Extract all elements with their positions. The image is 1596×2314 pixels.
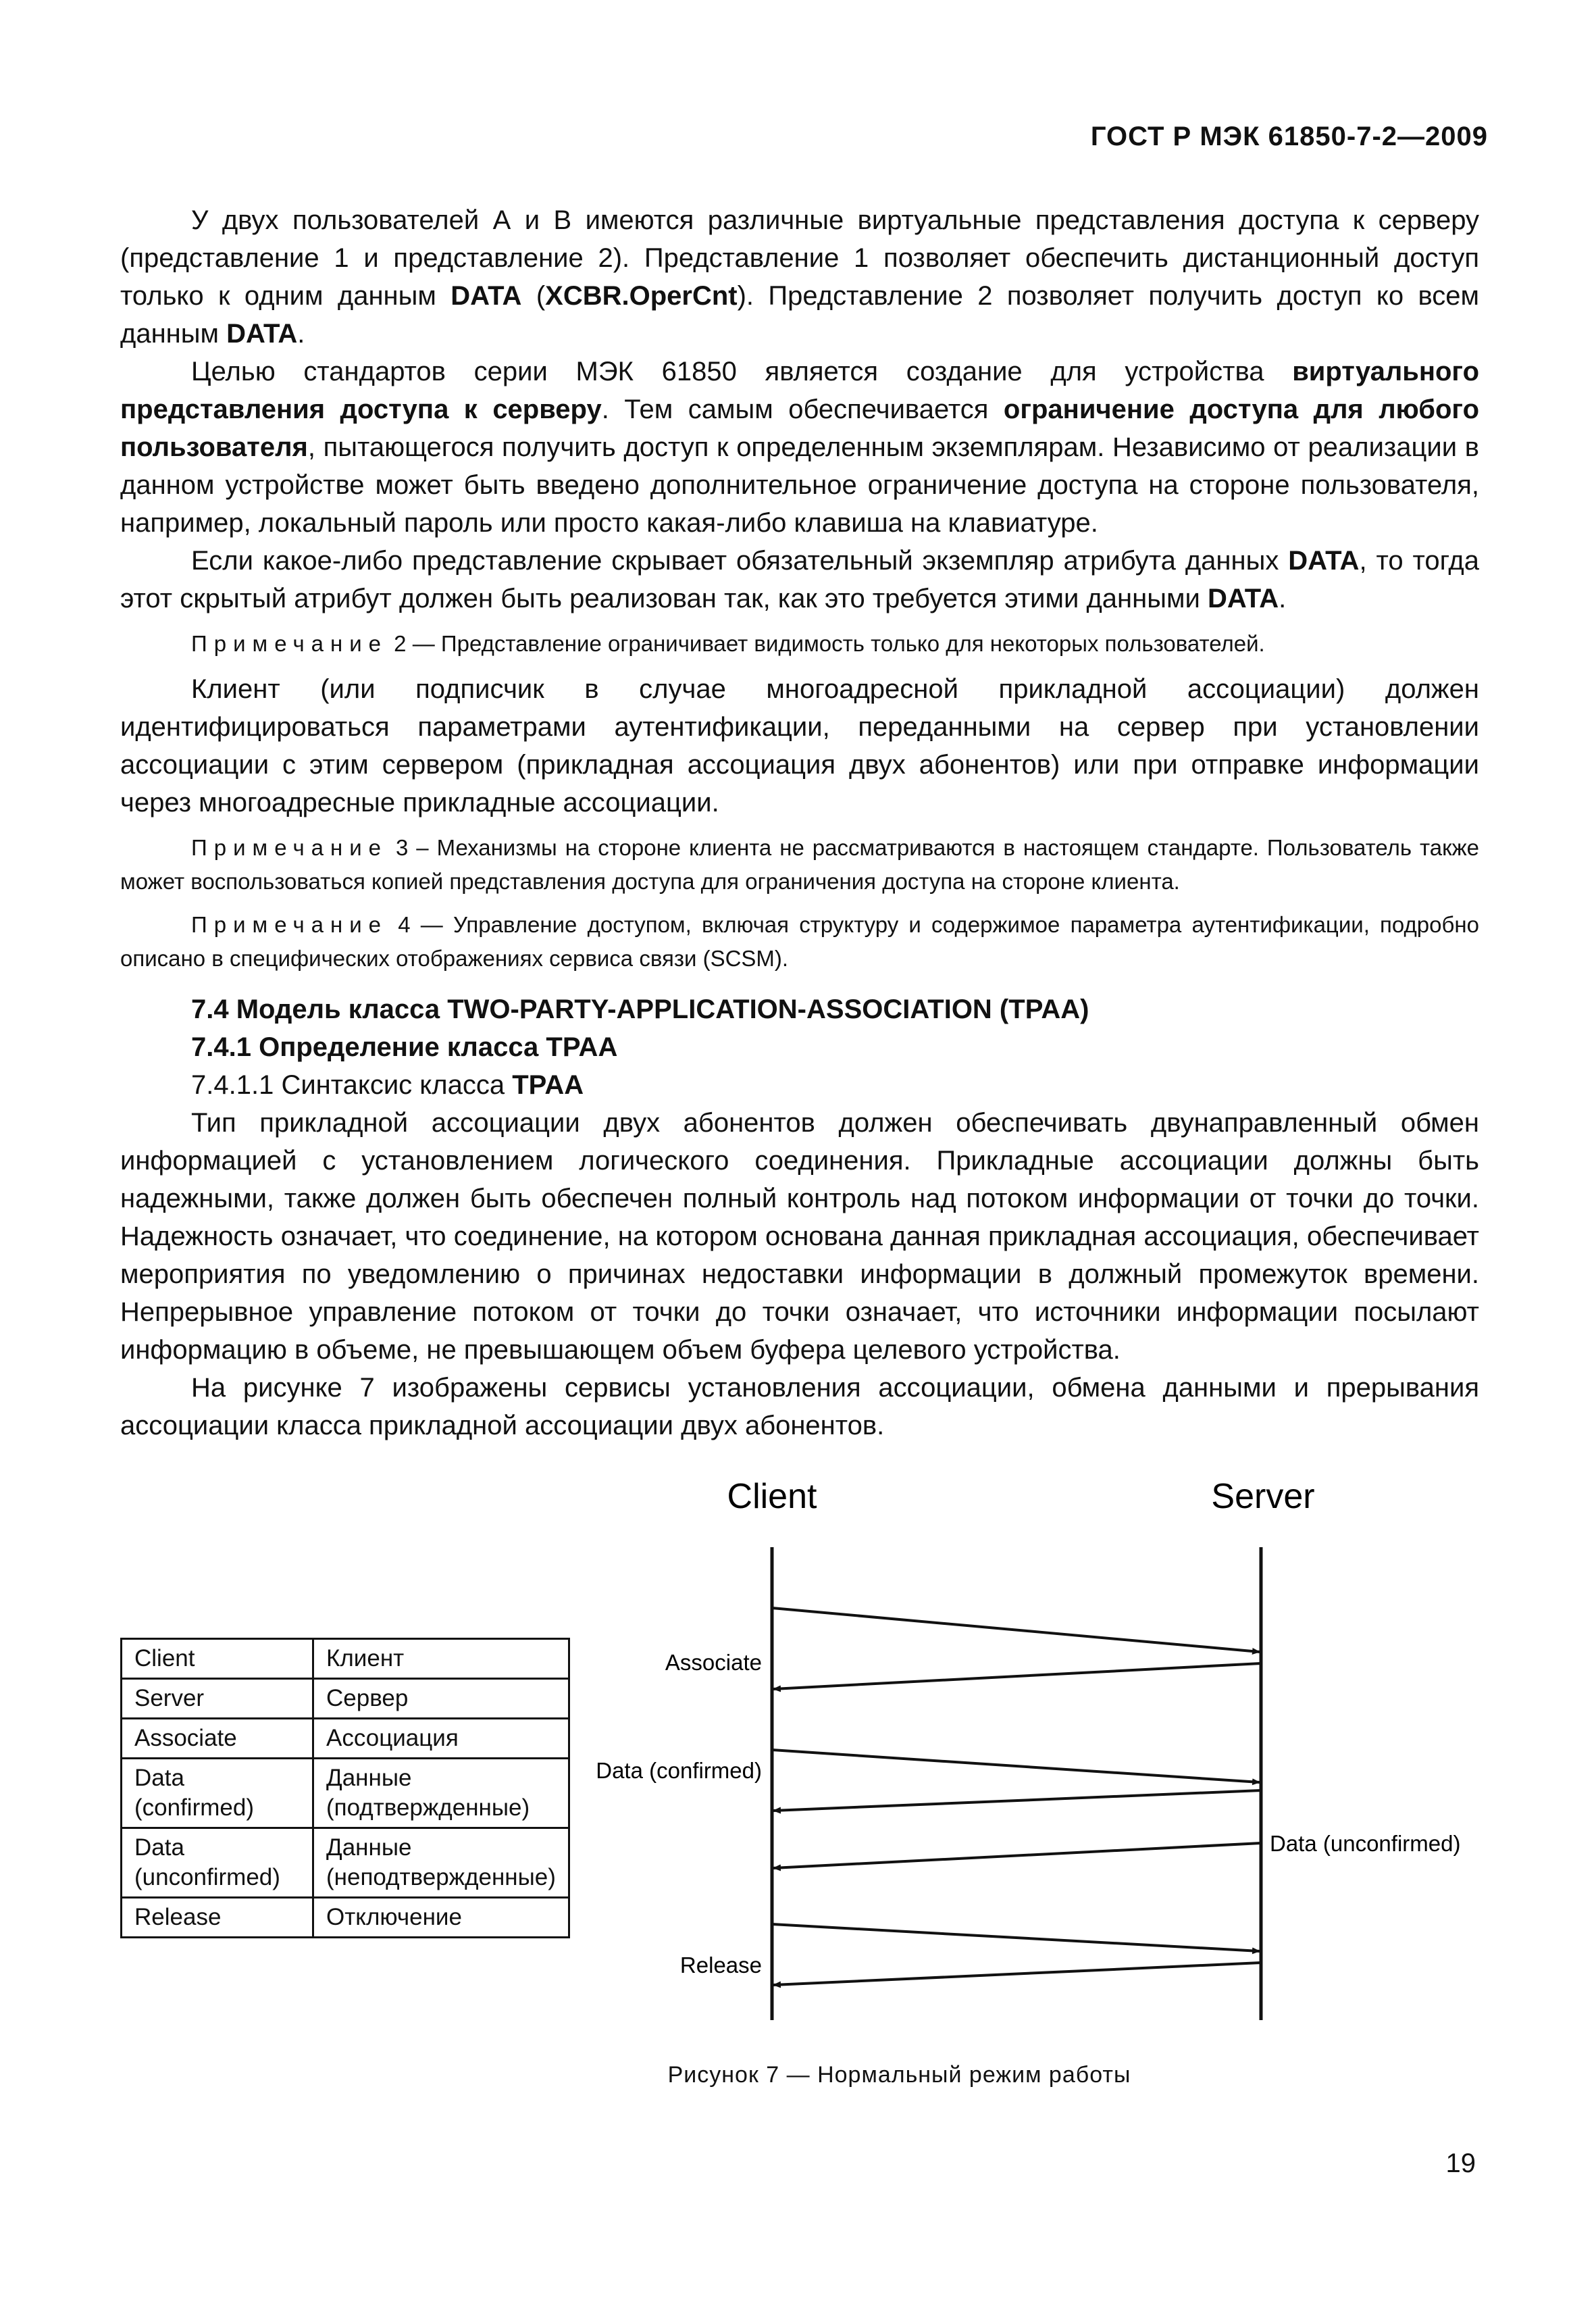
- text-run: 7.4.1.1 Синтаксис класса: [191, 1070, 513, 1100]
- data-confirmed-request-arrow: [772, 1750, 1260, 1782]
- legend-en: Release: [122, 1898, 313, 1938]
- text-run: Если какое-либо представление скрывает обязательный экземпляр атрибута данных: [191, 546, 1289, 576]
- associate-label: Associate: [665, 1650, 762, 1675]
- table-row: [122, 1898, 569, 1938]
- note-label: Примечание: [191, 912, 388, 937]
- subsection-heading: 7.4.1 Определение класса TPAA: [191, 1032, 618, 1062]
- section-heading: 7.4 Модель класса TWO-PARTY-APPLICATION-ASSOCIATION (TPAA): [191, 995, 1089, 1024]
- paragraph: [120, 542, 1479, 618]
- bold-term: DATA: [1288, 546, 1360, 576]
- note-text: 2 — Представление ограничивает видимость только для некоторых пользователей.: [388, 631, 1265, 656]
- associate-request-arrow: [772, 1608, 1260, 1652]
- legend-ru: Отключение: [313, 1898, 569, 1938]
- data-confirmed-response-arrow: [773, 1790, 1261, 1811]
- table-row: [122, 1639, 569, 1679]
- bold-term: ограничение доступа для любого пользователя: [120, 395, 1479, 462]
- clause-heading: [120, 1066, 1479, 1104]
- text-run: Целью стандартов серии МЭК 61850 является создание для устройства: [191, 357, 1293, 386]
- text-run: .: [1279, 584, 1287, 613]
- legend-ru: Данные (неподтвержденные): [313, 1828, 569, 1898]
- legend-en: Server: [122, 1679, 313, 1719]
- table-row: [122, 1759, 569, 1828]
- paragraph: Тип прикладной ассоциации двух абонентов должен обеспечивать двунаправленный обмен информацией с установлением логического соединения. Прикладные ассоциации должны быть надежными, также должен быть обеспечен полный контроль над потоком информации от точки до точки. Надежность означает, что соединение, на котором основана данная прикладная ассоциация, обеспечивает мероприятия по уведомлению о причинах недоставки информации в должный промежуток времени. Непрерывное управление потоком от точки до точки означает, что источники информации посылают информацию в объеме, не превышающем объем буфера целевого устройства.: [120, 1108, 1479, 1365]
- legend-ru: Сервер: [313, 1679, 569, 1719]
- release-request-arrow: [772, 1924, 1260, 1951]
- note-label: Примечание: [191, 631, 388, 656]
- legend-en: Associate: [122, 1719, 313, 1759]
- bold-term: DATA: [451, 281, 522, 311]
- release-response-arrow: [773, 1963, 1261, 1985]
- server-label: Server: [1211, 1477, 1315, 1516]
- legend-en: Data (confirmed): [122, 1759, 313, 1828]
- figure-caption: Рисунок 7 — Нормальный режим работы: [667, 2062, 1131, 2088]
- note-text: 4 — Управление доступом, включая структуру и содержимое параметра аутентификации, подробно описано в специфических отображениях сервиса связи (SCSM).: [120, 912, 1479, 971]
- paragraph: На рисунке 7 изображены сервисы установления ассоциации, обмена данными и прерывания ассоциации класса прикладной ассоциации двух абонентов.: [120, 1373, 1479, 1440]
- paragraph: Клиент (или подписчик в случае многоадресной прикладной ассоциации) должен идентифицироваться параметрами аутентификации, переданными на сервер при установлении ассоциации с этим сервером (прикладная ассоциация двух абонентов) или при отправке информации через многоадресные прикладные ассоциации.: [120, 674, 1479, 818]
- legend-table: [120, 1638, 570, 1938]
- bold-term: виртуального представления доступа к серверу: [120, 357, 1479, 424]
- note-2: [120, 627, 1479, 661]
- bold-term: DATA: [1207, 584, 1279, 613]
- text-run: . Тем самым обеспечивается: [601, 395, 1004, 424]
- legend-ru: Клиент: [313, 1639, 569, 1679]
- note-text: 3 – Механизмы на стороне клиента не рассматриваются в настоящем стандарте. Пользователь также может воспользоваться копией представления доступа для ограничения доступа на стороне клиента.: [120, 835, 1479, 894]
- sequence-diagram: [540, 1473, 1499, 2040]
- data-unconfirmed-label: Data (unconfirmed): [1270, 1831, 1461, 1856]
- legend-en: Data (unconfirmed): [122, 1828, 313, 1898]
- document-header: ГОСТ Р МЭК 61850-7-2—2009: [1090, 122, 1488, 151]
- table-row: [122, 1828, 569, 1898]
- client-label: Client: [727, 1477, 817, 1516]
- text-run: , пытающегося получить доступ к определенным экземплярам. Независимо от реализации в данном устройстве может быть введено дополнительное ограничение доступа на стороне пользователя, например, локальный пароль или просто какая-либо клавиша на клавиатуре.: [120, 432, 1479, 538]
- body-text: [120, 201, 1479, 1444]
- bold-term: DATA: [226, 319, 298, 349]
- text-run: У двух пользователей А и В имеются различные виртуальные представления доступа к серверу (представление 1 и представление 2). Представление 1 позволяет обеспечить дистанционный доступ только к одним данным: [120, 205, 1479, 311]
- text-run: ). Представление 2 позволяет получить доступ ко всем данным: [120, 281, 1479, 349]
- legend-ru: Данные (подтвержденные): [313, 1759, 569, 1828]
- table-row: [122, 1679, 569, 1719]
- bold-term: XCBR.OperCnt: [545, 281, 738, 311]
- note-label: Примечание: [191, 835, 388, 860]
- note-4: [120, 908, 1479, 976]
- bold-term: TPAA: [512, 1070, 584, 1100]
- legend-en: Client: [122, 1639, 313, 1679]
- paragraph: [120, 353, 1479, 542]
- data-unconfirmed-arrow: [773, 1843, 1261, 1868]
- text-run: , то тогда этот скрытый атрибут должен быть реализован так, как это требуется этими данными: [120, 546, 1480, 613]
- associate-response-arrow: [773, 1663, 1261, 1689]
- data-confirmed-label: Data (confirmed): [596, 1758, 762, 1783]
- page-number: 19: [1445, 2148, 1476, 2178]
- text-run: .: [297, 319, 305, 349]
- paragraph: [120, 201, 1479, 353]
- note-3: [120, 831, 1479, 899]
- text-run: (: [521, 281, 546, 311]
- legend-ru: Ассоциация: [313, 1719, 569, 1759]
- table-row: [122, 1719, 569, 1759]
- release-label: Release: [679, 1953, 762, 1978]
